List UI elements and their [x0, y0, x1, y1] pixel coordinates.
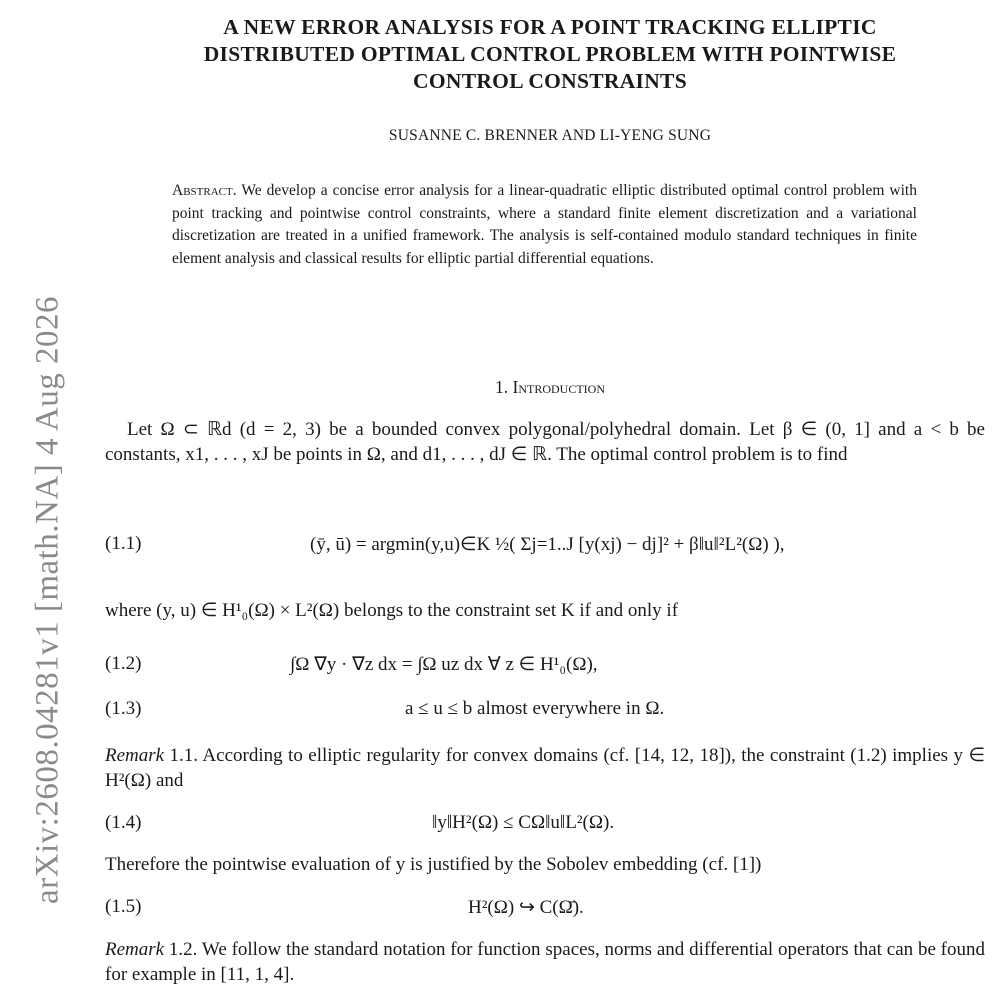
remark-number: 1.1.: [169, 745, 199, 766]
abstract-label: Abstract.: [172, 182, 237, 199]
abstract-text: We develop a concise error analysis for a linear-quadratic elliptic distributed optimal control problem with point tracking and pointwise control constraints, where a standard finite element discretization and a variational discretization are treated in a unified framework. The analysis is self-contained modulo standard techniques in finite element analysis and classical results for elliptic partial differential equations.: [172, 182, 917, 267]
intro-paragraph: where (y, u) ∈ H¹₀(Ω) × L²(Ω) belongs to the constraint set K if and only if: [105, 600, 679, 621]
remark-paragraph: Therefore the pointwise evaluation of y is justified by the Sobolev embedding (cf. [1]): [105, 854, 762, 875]
equation-1-1: (ȳ, ū) = argmin(y,u)∈K ½( Σj=1..J [y(xj) − dj]² + β‖u‖²L²(Ω) ),: [310, 534, 785, 555]
title-line: CONTROL CONSTRAINTS: [413, 69, 687, 93]
equation-1-5: H²(Ω) ↪ C(Ω̄).: [468, 897, 584, 918]
arxiv-identifier: arXiv:2608.04281v1 [math.NA] 4 Aug 2026: [29, 296, 66, 904]
remark-paragraph: [105, 937, 985, 987]
equation-number: (1.4): [105, 812, 142, 833]
section-heading: [110, 377, 990, 398]
section-title: 1. Introduction: [495, 377, 605, 397]
equation-1-4: ‖y‖H²(Ω) ≤ CΩ‖u‖L²(Ω).: [432, 812, 615, 833]
authors: SUSANNE C. BRENNER AND LI-YENG SUNG: [388, 127, 712, 144]
abstract: [172, 180, 917, 270]
remark-text: We follow the standard notation for function spaces, norms and differential operators that can be found for example in [11, 1, 4].: [105, 939, 986, 985]
equation-number: (1.3): [105, 698, 142, 719]
remark-number: 1.2.: [168, 939, 198, 960]
title-line: DISTRIBUTED OPTIMAL CONTROL PROBLEM WITH POINTWISE: [203, 42, 897, 66]
equation-number: (1.1): [105, 533, 142, 554]
remark-paragraph: [105, 743, 985, 793]
paper-title: [110, 14, 990, 95]
intro-paragraph: Let Ω ⊂ ℝd (d = 2, 3) be a bounded convex polygonal/polyhedral domain. Let β ∈ (0, 1] and a < b be constants, x1, . . . , xJ be points in Ω, and d1, . . . , dJ ∈ ℝ. The optimal control problem is to find: [105, 419, 985, 465]
equation-1-3: a ≤ u ≤ b almost everywhere in Ω.: [405, 698, 665, 719]
remark-text: According to elliptic regularity for convex domains (cf. [14, 12, 18]), the constraint (1.2) implies y ∈ H²(Ω) and: [105, 745, 985, 791]
equation-number: (1.5): [105, 896, 142, 917]
equation-1-2: ∫Ω ∇y · ∇z dx = ∫Ω uz dx ∀ z ∈ H¹₀(Ω),: [290, 654, 598, 675]
remark-label: Remark: [105, 939, 165, 960]
remark-label: Remark: [105, 745, 165, 766]
title-line: A NEW ERROR ANALYSIS FOR A POINT TRACKING ELLIPTIC: [223, 15, 877, 39]
equation-number: (1.2): [105, 653, 142, 674]
